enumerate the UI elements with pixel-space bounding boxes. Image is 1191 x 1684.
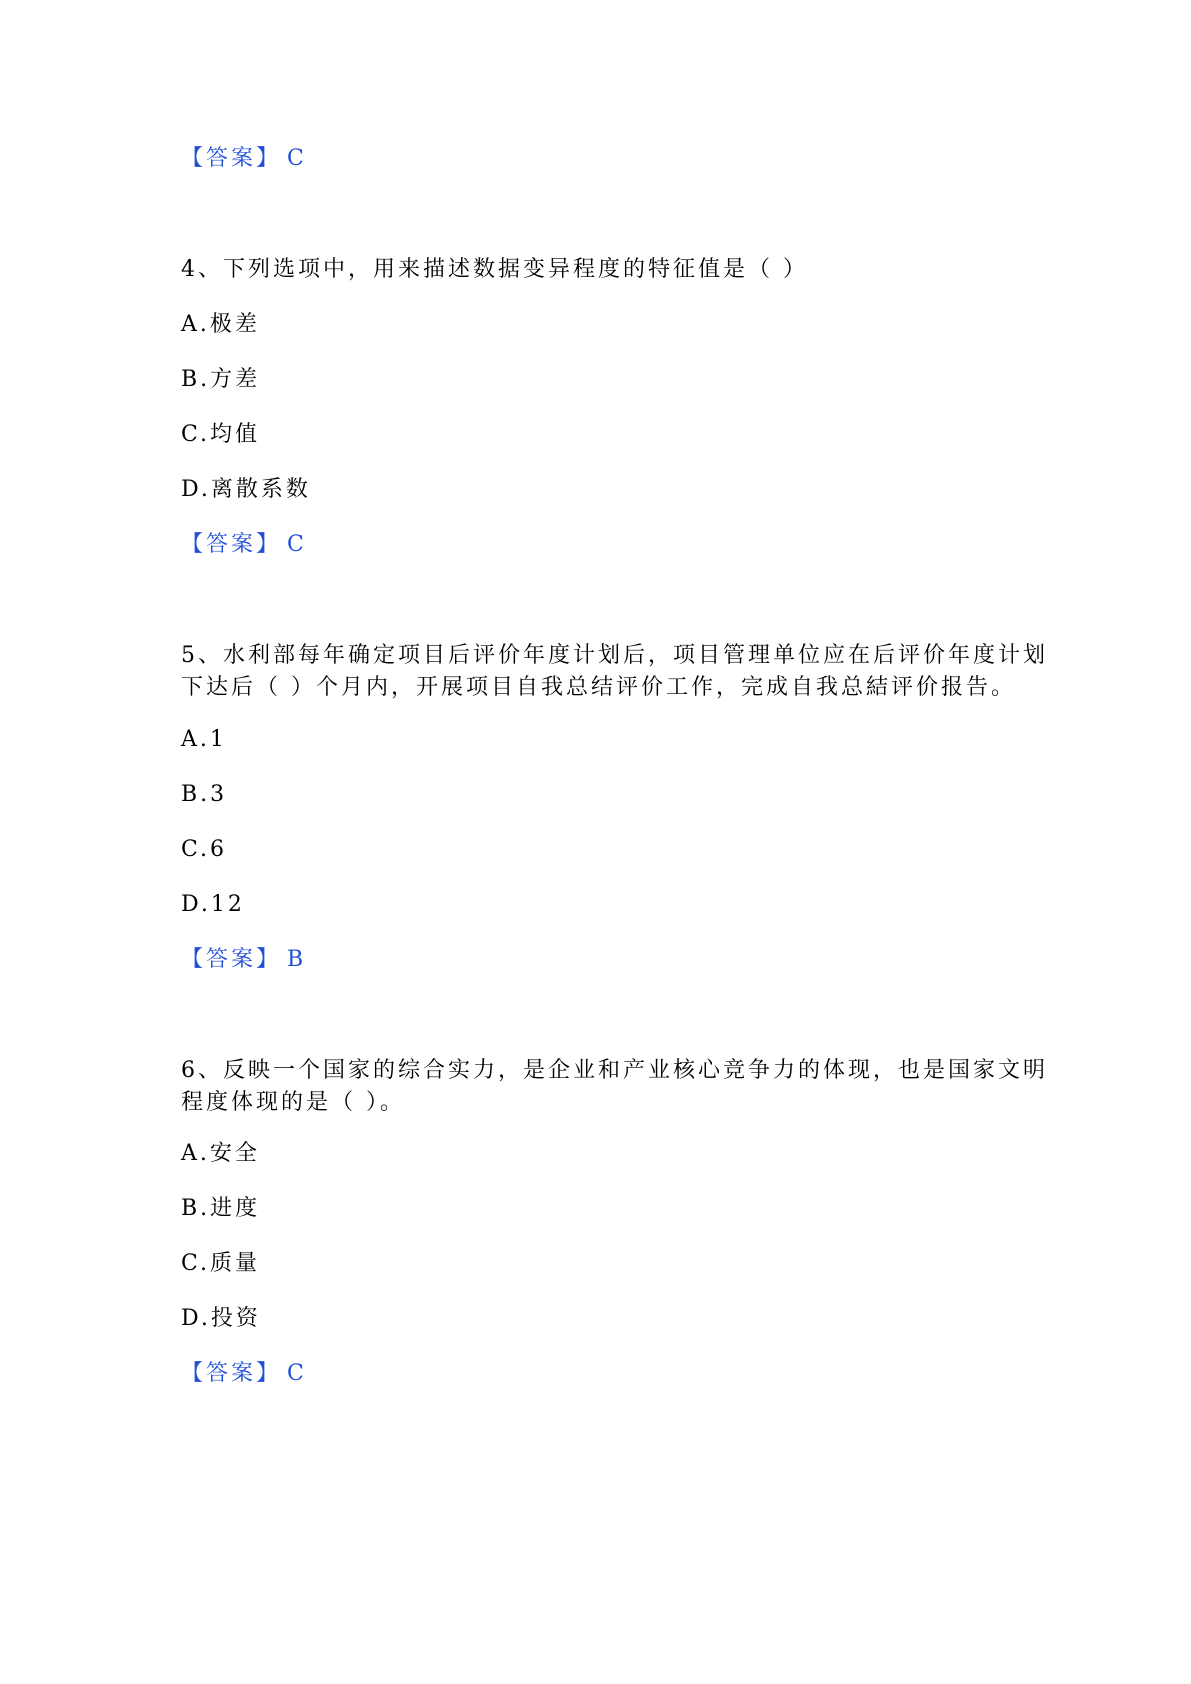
question-4-option-b: B.方差 [181, 367, 261, 392]
question-4-option-d: D.离散系数 [181, 477, 311, 502]
question-6-option-d: D.投资 [181, 1306, 261, 1331]
answer-label: 【答案】 [181, 1361, 282, 1386]
question-6-option-a: A.安全 [181, 1141, 260, 1166]
answer-value: C [287, 1361, 307, 1386]
question-5-option-b: B.3 [181, 782, 228, 807]
question-5-stem-line-2: 下达后（ ）个月内，开展项目自我总结评价工作，完成自我总結评价报告。 [181, 675, 1016, 700]
question-5-option-c: C.6 [181, 837, 228, 862]
question-4-option-a: A.极差 [181, 312, 260, 337]
answer-line-q5 [181, 944, 306, 976]
question-4-option-c: C.均值 [181, 422, 261, 447]
question-4-stem: 4、下列选项中，用来描述数据变异程度的特征值是（ ） [181, 257, 808, 282]
question-5-option-d: D.12 [181, 892, 245, 917]
question-6-stem-line-1: 6、反映一个国家的综合实力，是企业和产业核心竞争力的体现，也是国家文明 [181, 1058, 1048, 1083]
answer-value: C [287, 146, 307, 171]
question-6-stem-line-2: 程度体现的是（ ）。 [181, 1090, 405, 1115]
answer-line-q6 [181, 1358, 307, 1390]
question-6-option-b: B.进度 [181, 1196, 261, 1221]
answer-label: 【答案】 [181, 532, 282, 557]
answer-label: 【答案】 [181, 947, 282, 972]
answer-line-q3 [181, 143, 307, 175]
answer-value: C [287, 532, 307, 557]
question-5-stem-line-1: 5、水利部每年确定项目后评价年度计划后，项目管理单位应在后评价年度计划 [181, 643, 1048, 668]
answer-value: B [287, 947, 307, 972]
answer-label: 【答案】 [181, 146, 282, 171]
answer-line-q4 [181, 529, 307, 561]
question-5-option-a: A.1 [181, 727, 227, 752]
question-6-option-c: C.质量 [181, 1251, 261, 1276]
